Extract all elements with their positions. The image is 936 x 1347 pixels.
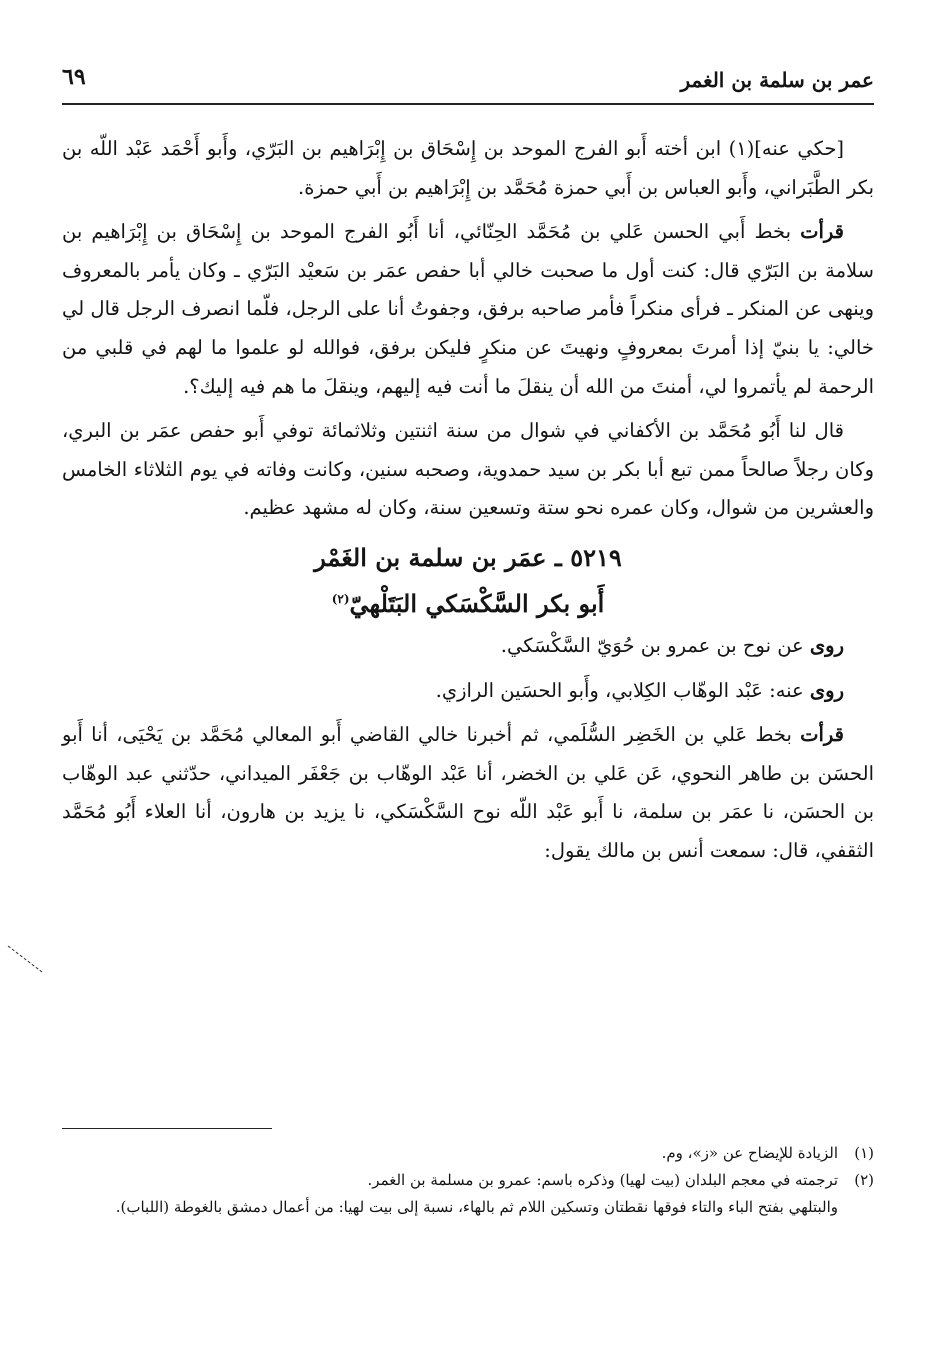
paragraph-text: عنه: عَبْد الوهّاب الكِلابي، وأَبو الحسَين الرازي.: [435, 678, 810, 702]
paragraph-hukiya-anhu: [62, 130, 874, 207]
page-header: [62, 62, 874, 98]
footnote-text: ترجمته في معجم البلدان (بيت لهيا) وذكره باسم: عمرو بن مسلمة بن الغمر.: [367, 1171, 838, 1189]
scan-edge-mark: [6, 940, 46, 980]
main-text: [62, 130, 874, 871]
footnote-continuation: والبتلهي بفتح الباء والتاء فوقها نقطتان وتسكين اللام ثم بالهاء، نسبة إلى بيت لهيا: من أعمال دمشق بالغوطة (اللباب).: [115, 1198, 838, 1216]
paragraph-rawa: [62, 627, 874, 666]
keyword-rawa: روى: [809, 633, 844, 657]
footnote-divider: [62, 1128, 272, 1129]
header-divider: [62, 103, 874, 105]
paragraph-rawa-anhu: [62, 672, 874, 711]
paragraph-qaraat-1: [62, 213, 874, 406]
footnote-marker: (٢): [331, 591, 350, 606]
paragraph-text: قال لنا أَبُو مُحَمَّد بن الأكفاني في شوال من سنة اثنتين وثلاثمائة توفي أَبو حفص عمَر بن البري، وكان رجلاً صالحاً ممن تبع أبا بكر بن سيد حمدوية، وصحبه سنين، وكانت وفاته في يوم الثلاثاء الخامس والعشرين من شوال، وكان عمره نحو ستة وتسعين سنة، وكان له مشهد عظيم.: [62, 419, 874, 520]
footnote-1: [62, 1140, 874, 1167]
footnote-2: [62, 1167, 874, 1194]
footnote-number: (٢): [854, 1171, 874, 1189]
paragraph-text: بخط عَلي بن الخَضِر السُّلَمي، ثم أخبرنا خالي القاضي أَبو المعالي مُحَمَّد بن يَحْيَى، أنا أَبو الحسَن بن طاهر النحوي، عَن عَلي بن الخضر، أنا عَبْد الوهّاب بن جَعْفَر الميداني، حدّثني عبد الوهّاب بن الحسَن، نا عمَر بن سلمة، نا أَبو عَبْد اللّه نوح السَّكْسَكي، نا يزيد بن هارون، أنا العلاء أَبُو مُحَمَّد الثقفي، قال: سمعت أنس بن مالك يقول:: [62, 723, 874, 862]
keyword-rawa-anhu: روى: [809, 678, 844, 702]
entry-subtitle-text: أَبو بكر السَّكْسَكي البَتَلْهيّ: [349, 588, 605, 618]
page-number: ٦٩: [62, 64, 86, 90]
entry-heading: [62, 538, 874, 625]
paragraph-death-note: [62, 412, 874, 528]
footnote-number: (١): [854, 1144, 874, 1162]
footnote-text: الزيادة للإيضاح عن «ز»، وم.: [661, 1144, 838, 1162]
paragraph-text: عن نوح بن عمرو بن حُوَيّ السَّكْسَكي.: [500, 633, 810, 657]
paragraph-qaraat-2: [62, 716, 874, 870]
paragraph-text: [حكي عنه](١) ابن أخته أَبو الفرج الموحد بن إِسْحَاق بن إِبْرَاهيم بن البَرّي، وأَبو أَحْمَد عَبْد اللّه بن بكر الطَّبَراني، وأَبو العباس بن أَبي حمزة مُحَمَّد بن إِبْرَاهيم بن أَبي حمزة.: [62, 137, 874, 199]
paragraph-text: بخط أَبي الحسن عَلي بن مُحَمَّد الحِنّائي، أنا أَبُو الفرج الموحد بن إِسْحَاق بن إِبْرَاهيم بن سلامة بن البَرّي قال: كنت أول ما صحبت خالي أبا حفص عمَر بن سَعيْد البَرّي ـ وكان يأمر بالمعروف وينهى عن المنكر ـ فرأى منكراً فأمر صاحبه برفق، وجفوتُ أنا على الرجل، فلّما انصرف الرجل قال لي خالي: يا بنيّ إذا أمرتَ بمعروفٍ ونهيتَ عن منكرٍ فليكن برفق، فوالله لو علموا ما لهم في قلبي من الرحمة لم يأتمروا لي، أمنتَ من الله أن ينقلَ ما أنت فيه إليهم، وينقلَ ما هم فيه إليك؟.: [62, 220, 874, 398]
entry-title: ٥٢١٩ ـ عمَر بن سلمة بن الغَمْر: [314, 542, 622, 572]
keyword-qaraat: قرأت: [800, 723, 844, 747]
running-title: عمر بن سلمة بن الغمر: [680, 68, 874, 92]
keyword-qaraat: قرأت: [800, 220, 844, 244]
footnotes: [62, 1140, 874, 1221]
entry-subtitle: [62, 578, 874, 625]
